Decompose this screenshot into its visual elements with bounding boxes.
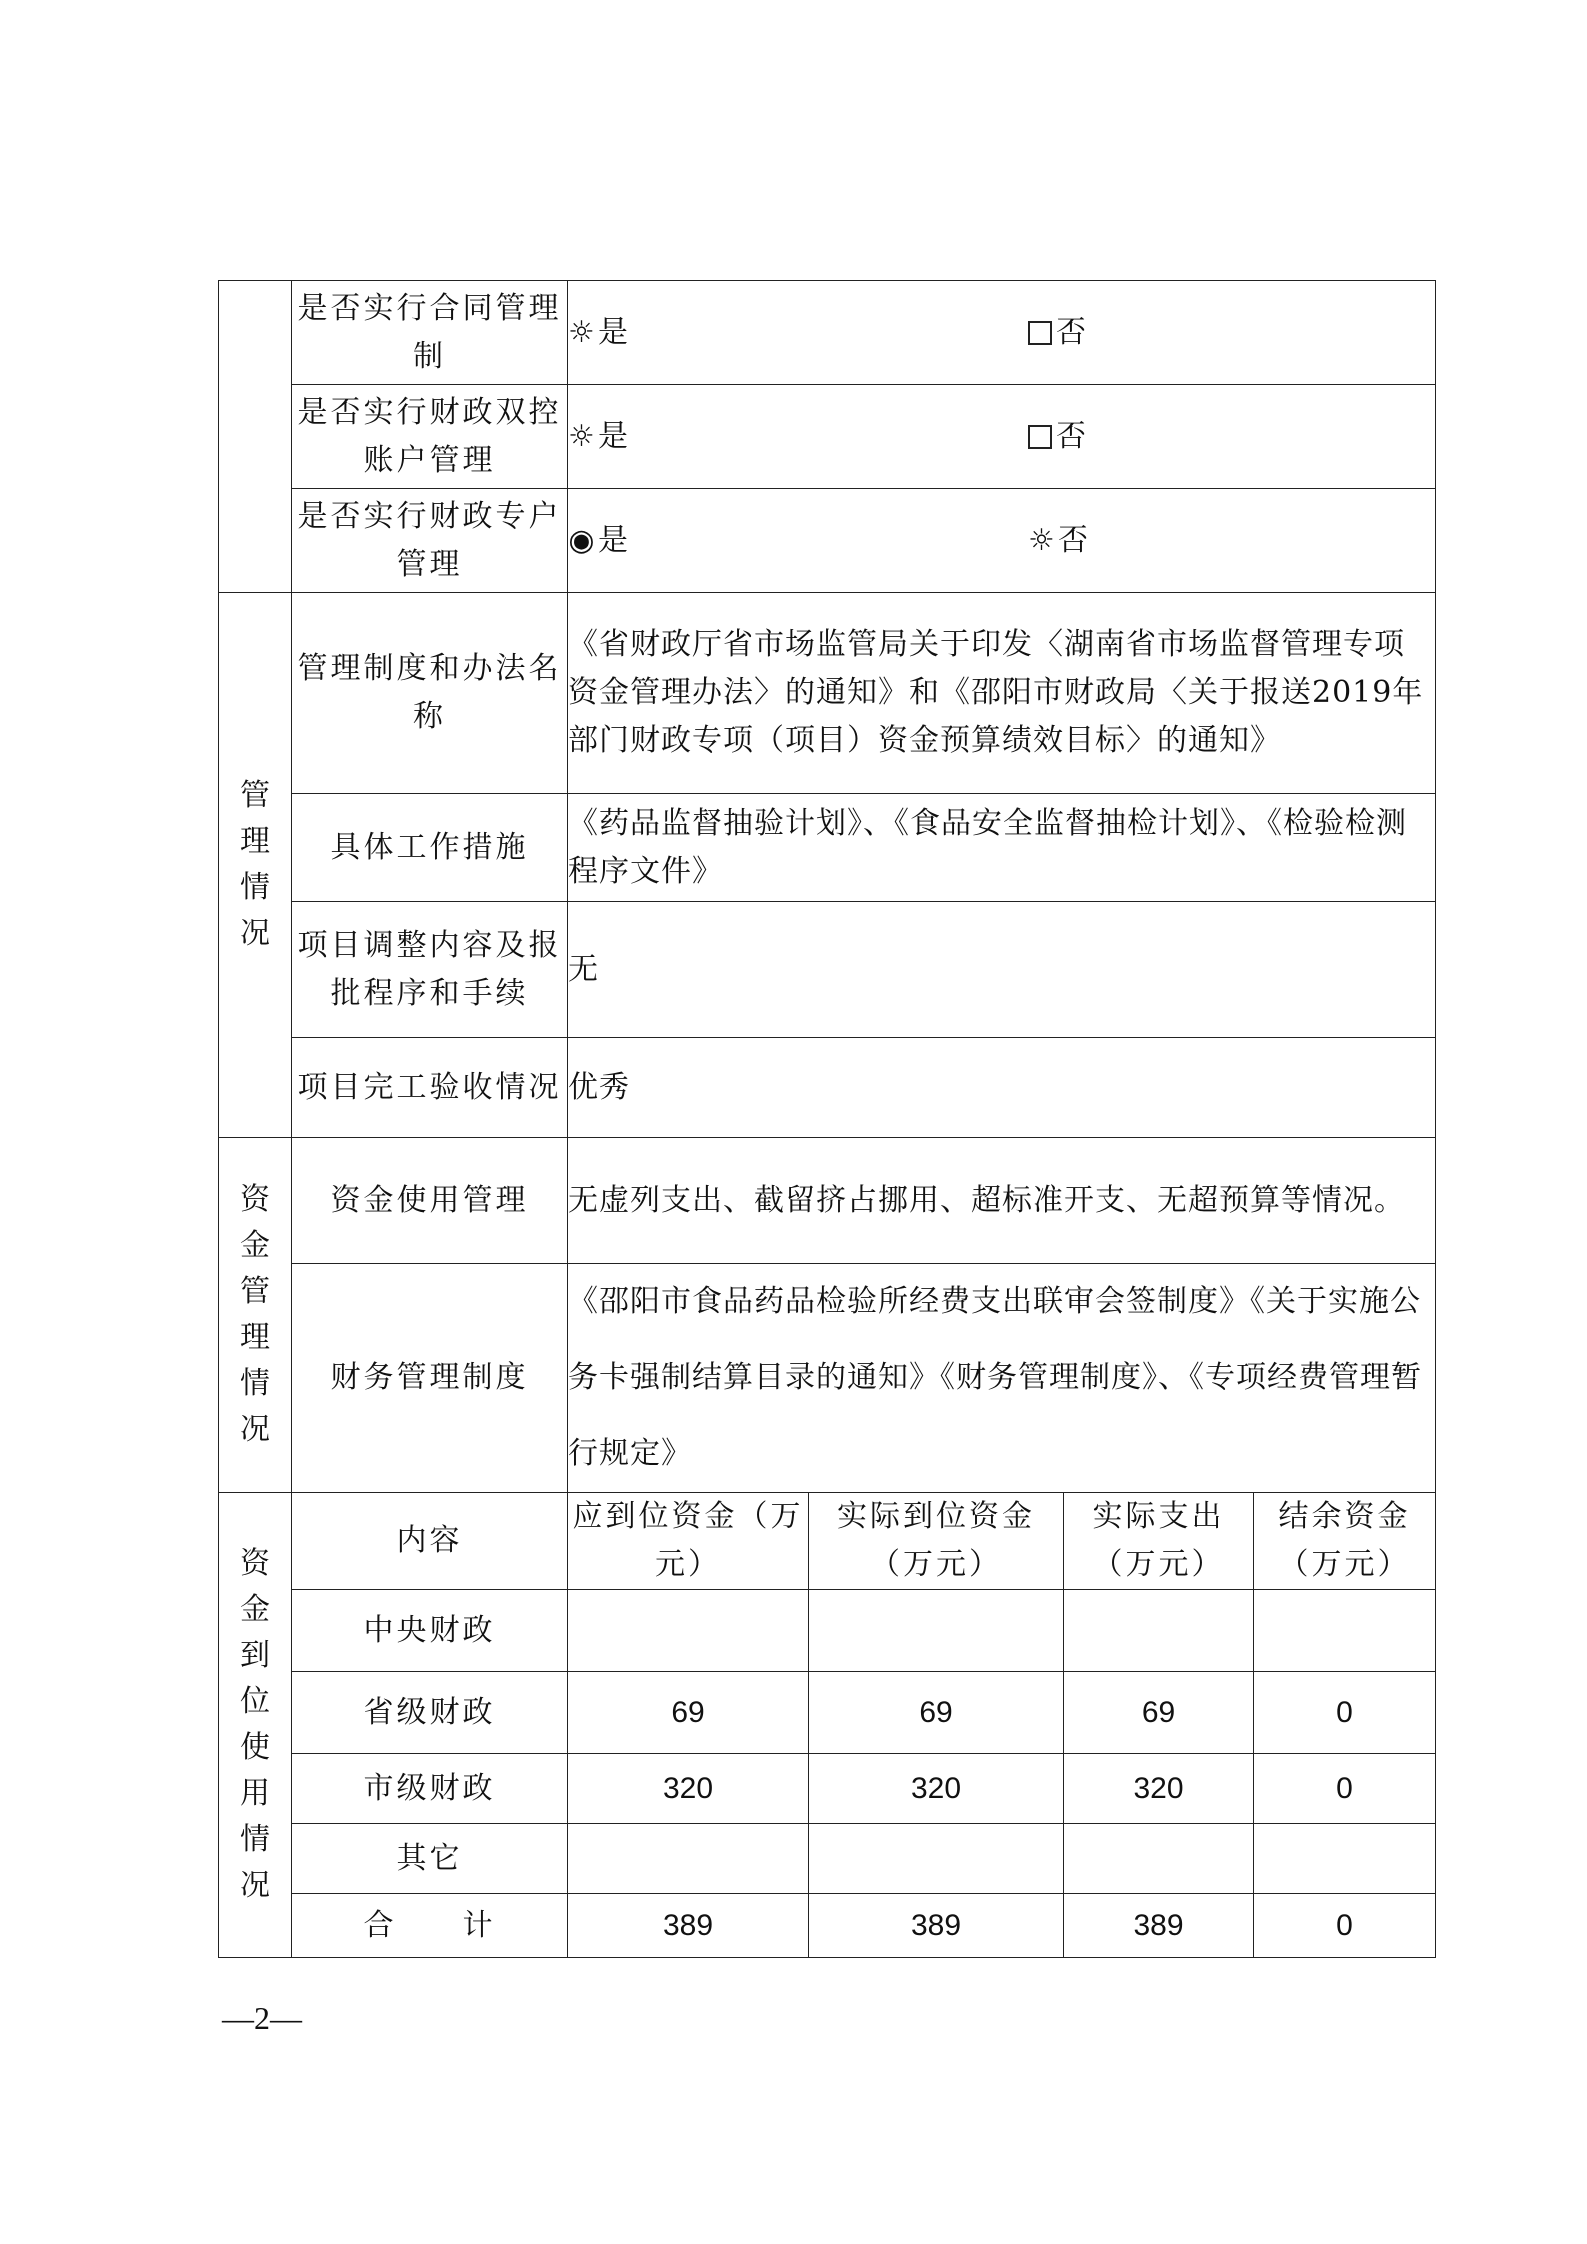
column-header: 结余资金（万元） [1254, 1493, 1436, 1590]
row-content: 无虚列支出、截留挤占挪用、超标准开支、无超预算等情况。 [568, 1138, 1436, 1264]
row-label: 是否实行财政双控账户管理 [292, 385, 568, 489]
row-content: 优秀 [568, 1038, 1436, 1138]
table-row [219, 1824, 1436, 1894]
cell-value: 0 [1254, 1672, 1436, 1754]
row-label: 是否实行财政专户管理 [292, 489, 568, 593]
option-yes: 是 [598, 418, 629, 454]
table-total-row [219, 1894, 1436, 1958]
cell-value [1254, 1824, 1436, 1894]
cell-value: 320 [568, 1754, 809, 1824]
table-row [219, 1264, 1436, 1493]
performance-table [218, 280, 1436, 1958]
cell-value: 389 [809, 1894, 1064, 1958]
table-row [219, 1038, 1436, 1138]
column-header: 实际支出（万元） [1064, 1493, 1254, 1590]
row-label: 财务管理制度 [292, 1264, 568, 1493]
table-header-row [219, 1493, 1436, 1590]
table-row [219, 1754, 1436, 1824]
option-cell [568, 489, 1436, 593]
row-content: 《省财政厅省市场监管局关于印发〈湖南省市场监督管理专项资金管理办法〉的通知》和《邵阳市财政局〈关于报送2019年部门财政专项（项目）资金预算绩效目标〉的通知》 [568, 593, 1436, 794]
checkbox-icon [1028, 321, 1052, 345]
cell-value: 69 [568, 1672, 809, 1754]
row-label: 是否实行合同管理制 [292, 281, 568, 385]
cell-value: 69 [809, 1672, 1064, 1754]
cell-value: 389 [1064, 1894, 1254, 1958]
row-label: 省级财政 [292, 1672, 568, 1754]
table-row [219, 1672, 1436, 1754]
option-yes: 是 [598, 314, 629, 350]
cell-value: 320 [1064, 1754, 1254, 1824]
option-no: 否 [1058, 522, 1089, 558]
option-no: 否 [1056, 314, 1087, 350]
cell-value [568, 1590, 809, 1672]
checkbox-icon [1028, 425, 1052, 449]
cell-value [1254, 1590, 1436, 1672]
option-no: 否 [1056, 418, 1087, 454]
table-row [219, 1138, 1436, 1264]
cell-value: 0 [1254, 1894, 1436, 1958]
column-header: 应到位资金（万元） [568, 1493, 809, 1590]
column-header: 实际到位资金（万元） [809, 1493, 1064, 1590]
cell-value [809, 1824, 1064, 1894]
page-number: —2— [222, 2000, 302, 2036]
column-header: 内容 [292, 1493, 568, 1590]
row-label: 市级财政 [292, 1754, 568, 1824]
section-fund-management: 资金管理情况 [219, 1138, 292, 1493]
sun-icon: ☼ [1028, 522, 1056, 558]
row-label: 其它 [292, 1824, 568, 1894]
row-label: 资金使用管理 [292, 1138, 568, 1264]
row-label: 具体工作措施 [292, 794, 568, 902]
selected-radio-icon: ◉ [568, 522, 596, 558]
section-management: 管理情况 [219, 593, 292, 1138]
table-row [219, 385, 1436, 489]
row-content: 《药品监督抽验计划》、《食品安全监督抽检计划》、《检验检测程序文件》 [568, 794, 1436, 902]
row-label: 项目完工验收情况 [292, 1038, 568, 1138]
cell-value [809, 1590, 1064, 1672]
option-cell [568, 385, 1436, 489]
cell-value: 69 [1064, 1672, 1254, 1754]
row-content: 《邵阳市食品药品检验所经费支出联审会签制度》《关于实施公务卡强制结算目录的通知》《财务管理制度》、《专项经费管理暂行规定》 [568, 1264, 1436, 1493]
row-label: 项目调整内容及报批程序和手续 [292, 902, 568, 1038]
section-fund-arrival: 资金到位使用情况 [219, 1493, 292, 1958]
cell-value [568, 1824, 809, 1894]
empty-section-cell [219, 281, 292, 593]
table-row [219, 593, 1436, 794]
option-cell [568, 281, 1436, 385]
table-row [219, 902, 1436, 1038]
cell-value: 389 [568, 1894, 809, 1958]
table-row [219, 1590, 1436, 1672]
row-content: 无 [568, 902, 1436, 1038]
cell-value [1064, 1590, 1254, 1672]
row-label: 管理制度和办法名称 [292, 593, 568, 794]
row-label: 合 计 [292, 1894, 568, 1958]
sun-icon: ☼ [568, 314, 596, 350]
table-row [219, 794, 1436, 902]
cell-value: 320 [809, 1754, 1064, 1824]
sun-icon: ☼ [568, 418, 596, 454]
option-yes: 是 [598, 522, 629, 558]
cell-value: 0 [1254, 1754, 1436, 1824]
row-label: 中央财政 [292, 1590, 568, 1672]
table-row [219, 489, 1436, 593]
cell-value [1064, 1824, 1254, 1894]
table-row [219, 281, 1436, 385]
